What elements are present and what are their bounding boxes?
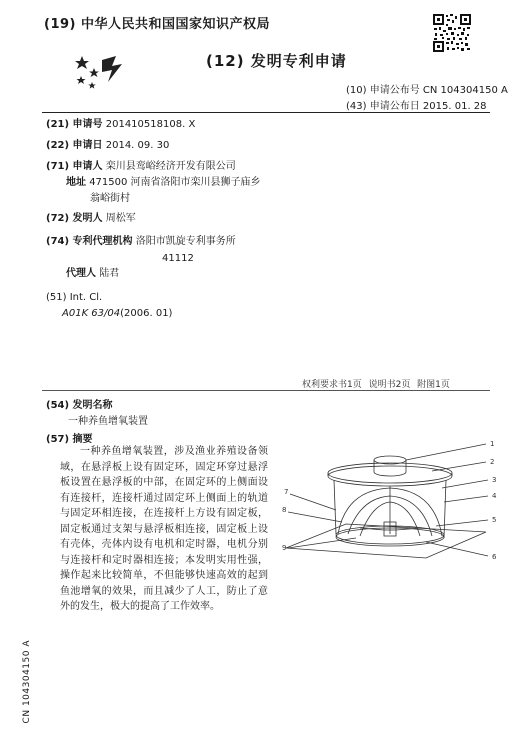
- publication-date: [346, 97, 487, 112]
- label-4: 4: [492, 492, 497, 500]
- side-publication-number: CN 104304150 A: [22, 640, 32, 724]
- application-date: [46, 139, 169, 153]
- application-number-value: 201410518108. X: [105, 119, 196, 130]
- agency-code: 41112: [162, 253, 194, 264]
- label-2: 2: [490, 458, 495, 466]
- int-cl-code: A01K 63/04: [62, 308, 121, 319]
- publication-number-value: CN 104304150 A: [422, 85, 508, 96]
- agent: [66, 267, 119, 281]
- support-left: [334, 480, 336, 534]
- label-7: 7: [284, 488, 289, 496]
- address-line1: 471500 河南省洛阳市栾川县狮子庙乡: [89, 177, 261, 188]
- application-date-label: (22) 申请日: [46, 140, 103, 151]
- applicant-label: (71) 申请人: [46, 161, 103, 172]
- int-cl-year: (2006. 01): [120, 308, 173, 319]
- application-date-value: 2014. 09. 30: [105, 140, 170, 151]
- label-1: 1: [490, 440, 495, 448]
- abstract-label: (57) 摘要: [46, 434, 93, 445]
- label-6: 6: [492, 553, 497, 561]
- agent-value: 陆君: [99, 268, 120, 279]
- office-name: (19) 中华人民共和国国家知识产权局: [44, 17, 270, 32]
- publication-number: [346, 81, 508, 96]
- device-figure: [276, 438, 504, 588]
- inventor-label: (72) 发明人: [46, 213, 103, 224]
- applicant: [46, 160, 236, 174]
- address: [66, 176, 261, 190]
- application-number: [46, 118, 195, 132]
- publication-date-label: (43) 申请公布日: [346, 101, 420, 112]
- agency-value: 洛阳市凯旋专利事务所: [135, 236, 236, 247]
- label-5: 5: [492, 516, 497, 524]
- floating-plate: [286, 524, 486, 558]
- publication-number-label: (10) 申请公布号: [346, 85, 420, 96]
- application-number-label: (21) 申请号: [46, 119, 103, 130]
- int-cl-label: (51) Int. Cl.: [46, 292, 103, 303]
- address-label: 地址: [66, 177, 86, 188]
- agency-label: (74) 专利代理机构: [46, 236, 133, 247]
- document-type: (12) 发明专利申请: [206, 52, 347, 70]
- abstract-text: 一种养鱼增氧装置，涉及渔业养殖设备领域，在悬浮板上设有固定环，固定环穿过悬浮板设置在悬浮板的中部，在固定环的上侧面设有连接杆，连接杆通过固定环上侧面上的轨道与固定环相连接，在连接杆上方设有固定板，固定板通过支架与悬浮板相连接，固定板上设有壳体，壳体内设有电机和定时器，电机分别与连接杆和定时器相连接；本发明实用性强，操作起来比较简单，不但能够快速高效的起到鱼池增氧的效果，而且减少了人工，防止了意外的发生，极大的提高了工作效率。: [60, 446, 268, 612]
- abstract-body: [60, 444, 268, 615]
- agent-label: 代理人: [66, 268, 96, 279]
- label-8: 8: [282, 506, 287, 514]
- label-3: 3: [492, 476, 497, 484]
- label-9: 9: [282, 544, 287, 552]
- patent-agency: [46, 235, 236, 249]
- cnipa-emblem: [72, 52, 126, 92]
- header-divider: [42, 112, 490, 113]
- inventor-value: 周松军: [105, 213, 136, 224]
- address-line2: 翁峪街村: [90, 193, 130, 204]
- body-divider: [42, 390, 490, 391]
- page-count-info: 权利要求书1页 说明书2页 附图1页: [302, 380, 450, 390]
- invention-title: 一种养鱼增氧装置: [68, 416, 148, 427]
- applicant-value: 栾川县鸾峪经济开发有限公司: [105, 161, 236, 172]
- qr-code: [432, 13, 472, 53]
- publication-date-value: 2015. 01. 28: [422, 101, 487, 112]
- int-cl: [62, 307, 172, 321]
- inventor: [46, 212, 136, 226]
- invention-title-label: (54) 发明名称: [46, 400, 113, 411]
